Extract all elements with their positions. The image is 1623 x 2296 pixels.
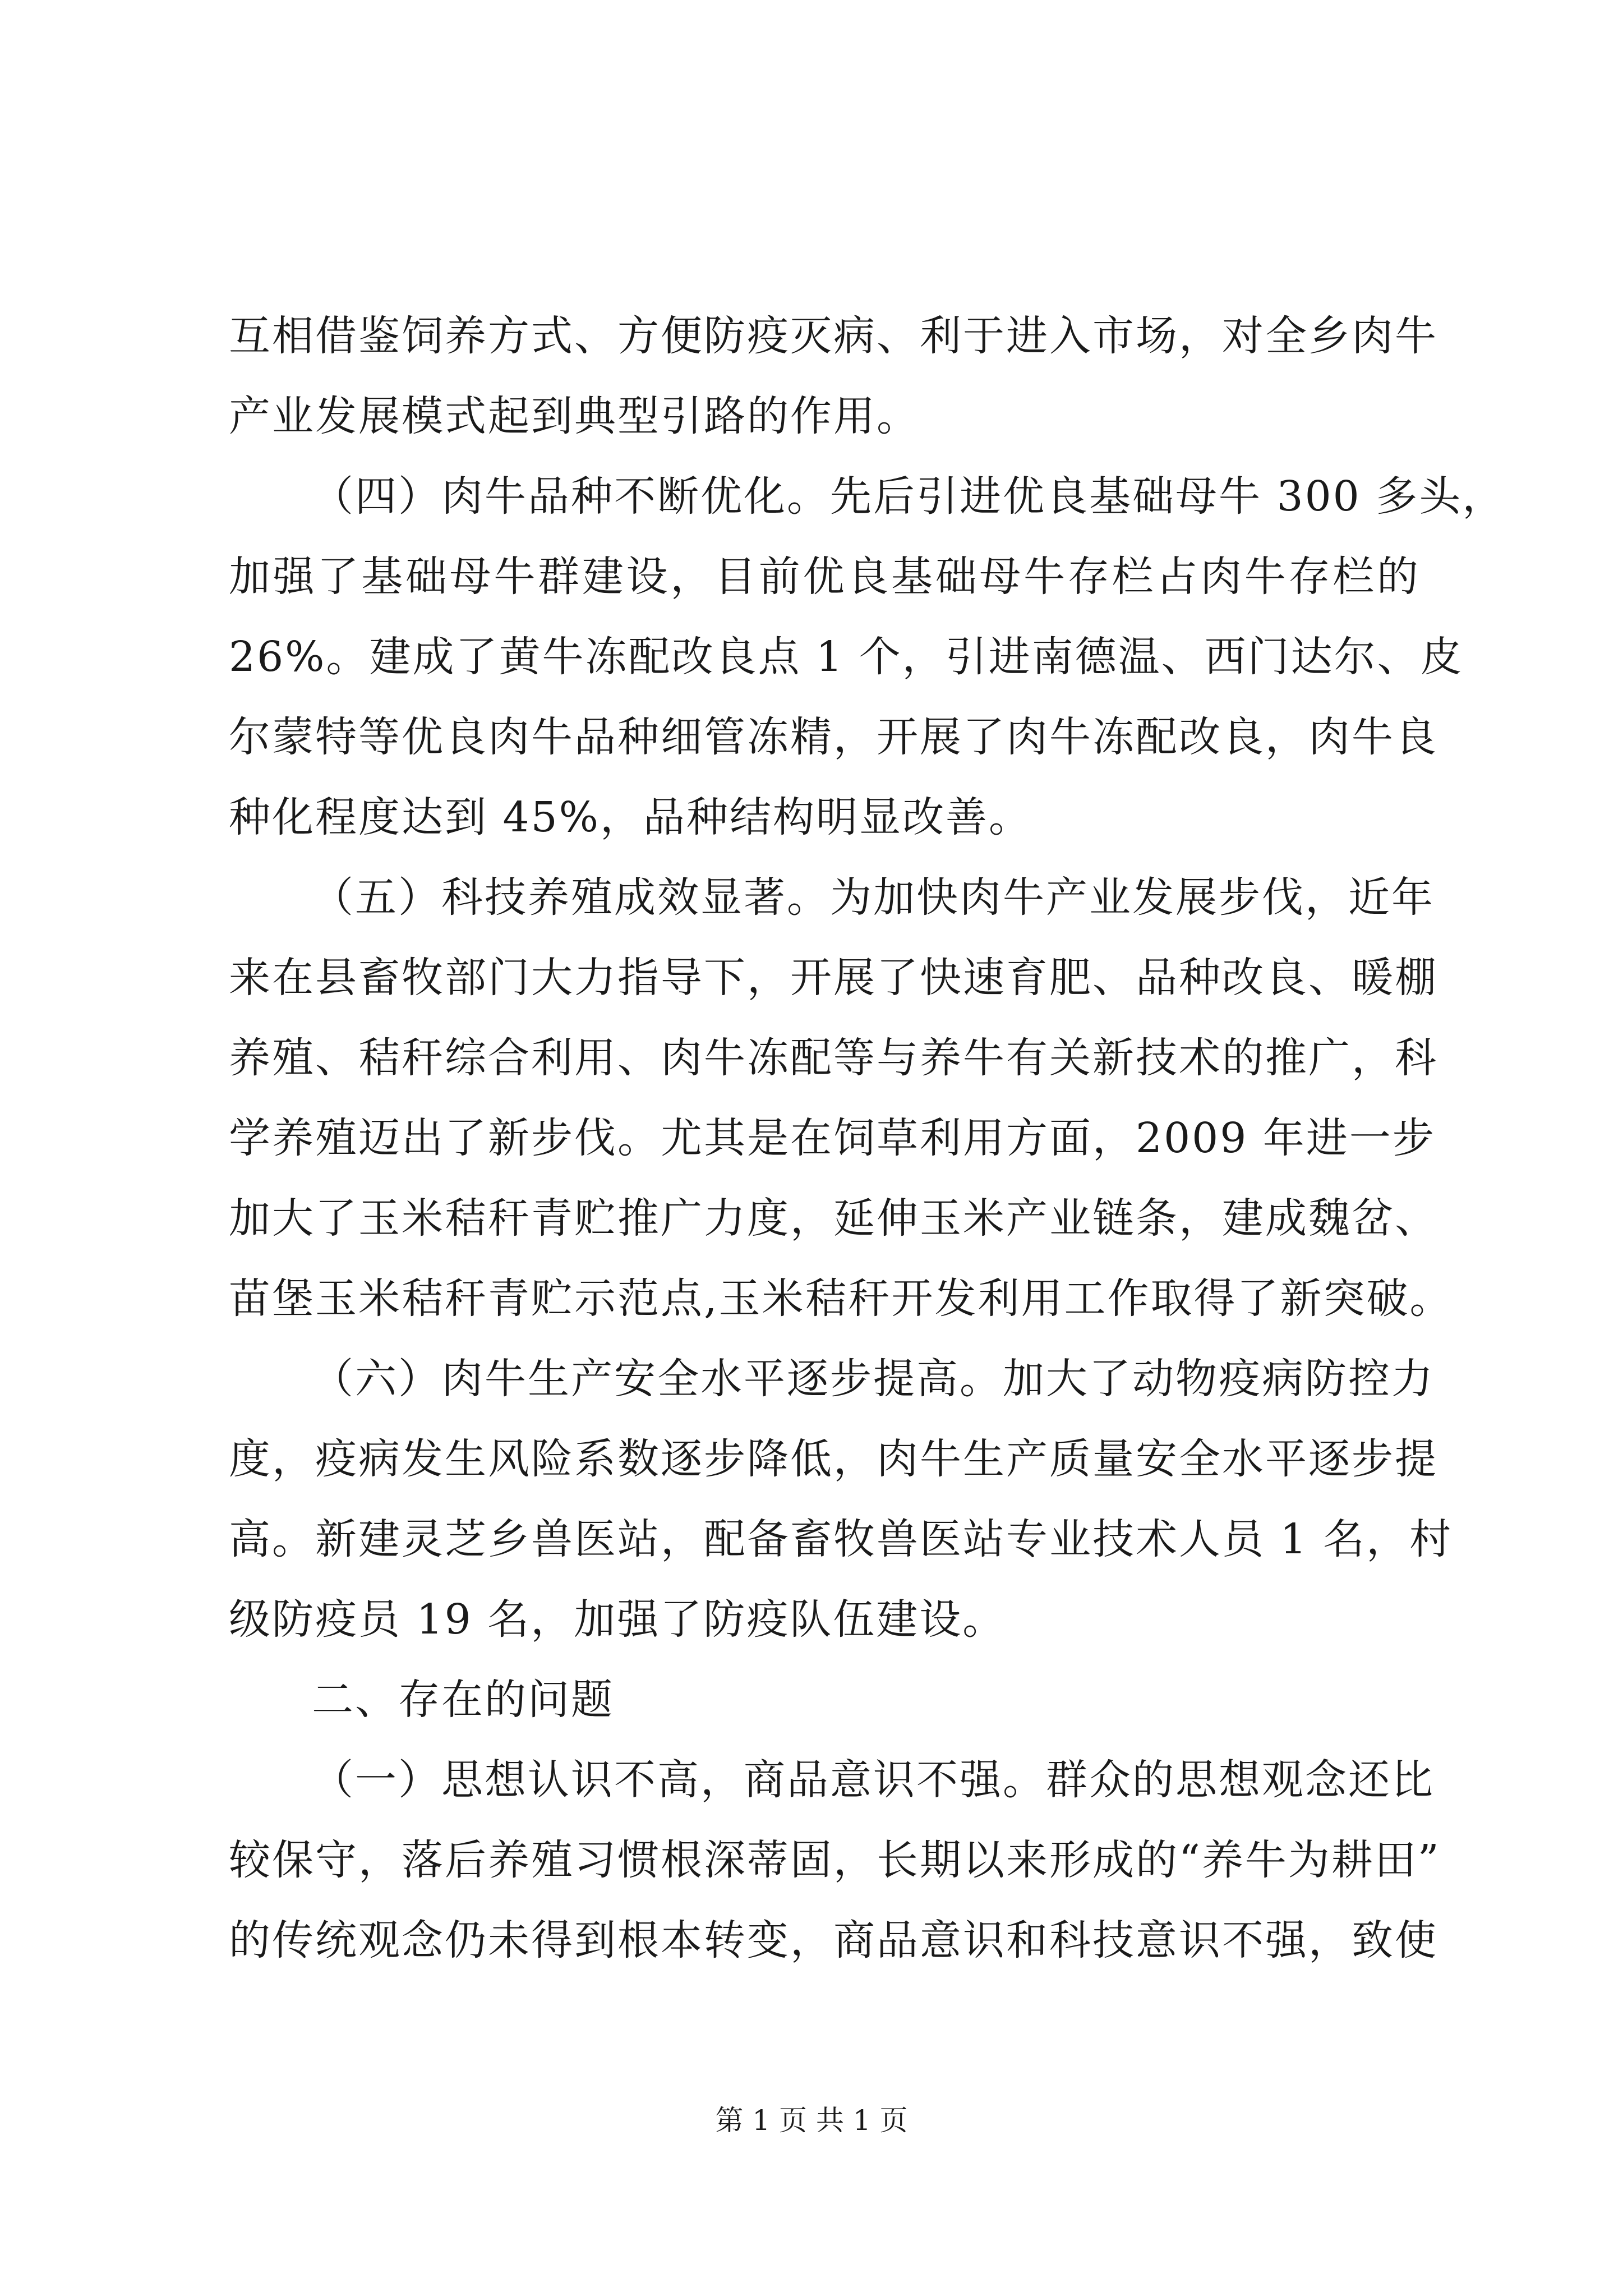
text-line: 高。新建灵芝乡兽医站，配备畜牧兽医站专业技术人员 1 名，村: [229, 1515, 1453, 1563]
text-line: 26%。建成了黄牛冻配改良点 1 个，引进南德温、西门达尔、皮: [229, 633, 1464, 681]
section-heading-line: （五）科技养殖成效显著。为加快肉牛产业发展步伐，近年: [312, 873, 1435, 922]
text-line: 尔蒙特等优良肉牛品种细管冻精，开展了肉牛冻配改良，肉牛良: [229, 713, 1438, 761]
text-line: 产业发展模式起到典型引路的作用。: [229, 392, 920, 440]
text-line: 种化程度达到 45%，品种结构明显改善。: [229, 793, 1032, 841]
text-line: 学养殖迈出了新步伐。尤其是在饲草利用方面，2009 年进一步: [229, 1114, 1436, 1162]
text-line: 加大了玉米秸秆青贮推广力度，延伸玉米产业链条，建成魏岔、: [229, 1194, 1438, 1243]
text-line: 养殖、秸秆综合利用、肉牛冻配等与养牛有关新技术的推广，科: [229, 1034, 1438, 1082]
page-number-footer: 第 1 页 共 1 页: [715, 2104, 908, 2137]
section-heading-line: （一）思想认识不高，商品意识不强。群众的思想观念还比: [312, 1756, 1435, 1804]
section-heading-line: （六）肉牛生产安全水平逐步提高。加大了动物疫病防控力: [312, 1355, 1435, 1403]
text-line: 度，疫病发生风险系数逐步降低，肉牛生产质量安全水平逐步提: [229, 1435, 1438, 1483]
text-line: 来在县畜牧部门大力指导下，开展了快速育肥、品种改良、暖棚: [229, 954, 1438, 1002]
document-body: [229, 296, 1506, 1981]
text-line: 的传统观念仍未得到根本转变，商品意识和科技意识不强，致使: [229, 1916, 1438, 1964]
text-line: 互相借鉴饲养方式、方便防疫灭病、利于进入市场，对全乡肉牛: [229, 312, 1438, 360]
text-line: 加强了基础母牛群建设，目前优良基础母牛存栏占肉牛存栏的: [229, 553, 1420, 601]
text-line: 苗堡玉米秸秆青贮示范点,玉米秸秆开发利用工作取得了新突破。: [229, 1274, 1453, 1323]
text-line: 级防疫员 19 名，加强了防疫队伍建设。: [229, 1595, 1006, 1644]
chapter-heading: 二、存在的问题: [312, 1676, 614, 1724]
text-line: 较保守，落后养殖习惯根深蒂固，长期以来形成的“养牛为耕田”: [229, 1836, 1441, 1884]
section-heading-line: （四）肉牛品种不断优化。先后引进优良基础母牛 300 多头，: [312, 472, 1506, 521]
